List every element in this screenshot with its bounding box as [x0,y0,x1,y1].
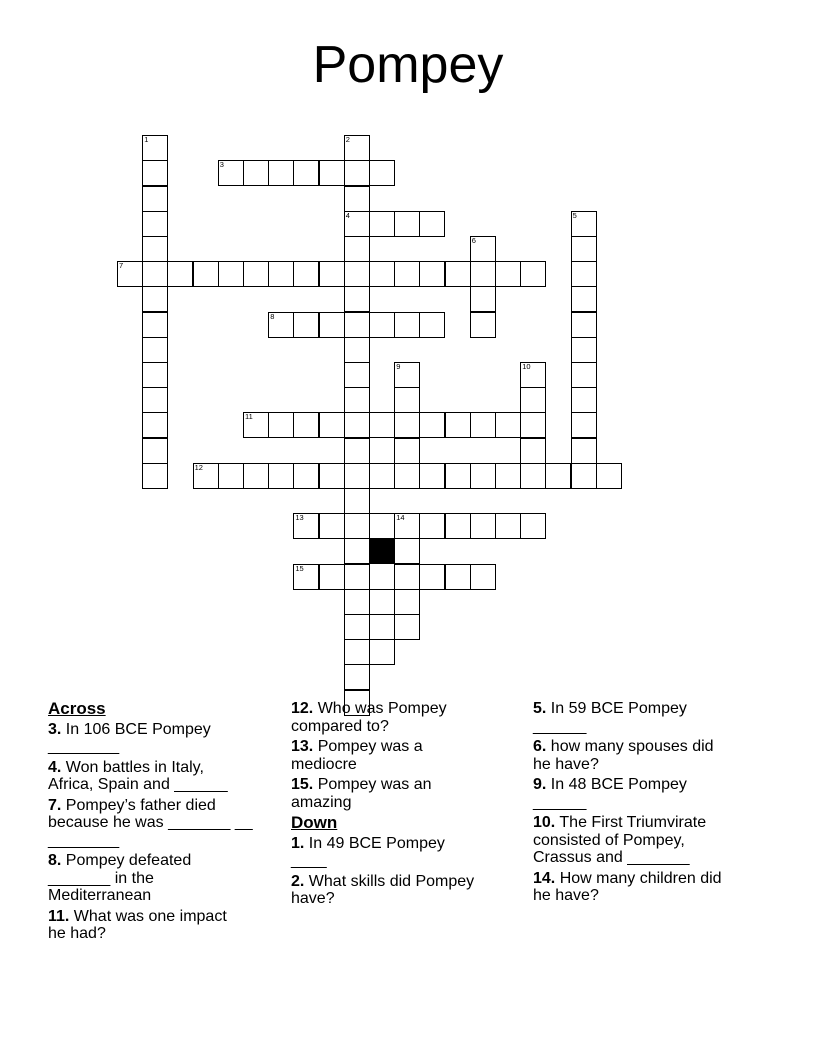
clue-item [48,908,273,943]
crossword-cell[interactable] [243,160,269,186]
crossword-cell[interactable] [470,261,496,287]
across-heading: Across [48,699,106,718]
crossword-cell[interactable] [394,513,420,539]
crossword-cell[interactable] [394,412,420,438]
clue-number: 12 [194,462,203,472]
clue-number: 13 [295,513,304,523]
crossword-cell[interactable] [369,463,395,489]
crossword-cell[interactable] [495,261,521,287]
clue-text: In 48 BCE Pompey ______ [533,776,687,811]
crossword-cell[interactable] [394,538,420,564]
crossword-cell[interactable] [319,564,345,590]
crossword-cell[interactable] [419,211,445,237]
clue-text: Who was Pompey compared to? [291,700,447,735]
crossword-cell[interactable] [142,337,168,363]
crossword-cell[interactable] [167,261,193,287]
crossword-cell[interactable] [571,362,597,388]
crossword-cell[interactable] [419,564,445,590]
clue-number-label: 5. [533,700,547,717]
clue-number: 10 [522,362,531,371]
crossword-cell[interactable] [520,362,546,388]
crossword-cell[interactable] [344,639,370,665]
clue-number: 11 [245,412,253,422]
crossword-cell[interactable] [218,463,244,489]
crossword-cell[interactable] [243,463,269,489]
crossword-cell[interactable] [571,211,597,237]
crossword-cell[interactable] [369,412,395,438]
crossword-cell[interactable] [243,412,269,438]
crossword-cell[interactable] [394,261,420,287]
crossword-cell[interactable] [142,412,168,438]
crossword-cell[interactable] [419,312,445,338]
clue-number: 8 [270,311,275,321]
crossword-cell[interactable] [142,312,168,338]
clue-item [291,738,516,773]
crossword-cell[interactable] [344,312,370,338]
crossword-cell[interactable] [520,412,546,438]
clue-number: 6 [471,236,476,245]
crossword-cell[interactable] [495,463,521,489]
clues-column-2 [291,700,516,911]
clue-text: Pompey was an amazing [291,776,432,811]
clue-item [533,870,758,905]
puzzle-title: Pompey [312,36,504,94]
crossword-cell[interactable] [344,160,370,186]
crossword-cell[interactable] [243,261,269,287]
clue-number-label: 4. [48,758,62,776]
crossword-cell[interactable] [571,312,597,338]
crossword-cell[interactable] [369,589,395,615]
crossword-cell[interactable] [419,513,445,539]
clue-number: 3 [219,160,224,170]
clue-number: 7 [119,261,124,271]
crossword-cell[interactable] [293,564,319,590]
crossword-cell[interactable] [394,211,420,237]
clue-item [533,814,758,867]
clue-number-label: 2. [291,872,305,890]
crossword-cell[interactable] [520,513,546,539]
clue-item [48,852,273,905]
clue-number: 1 [144,135,149,145]
crossword-cell[interactable] [571,337,597,363]
crossword-cell[interactable] [344,412,370,438]
clue-text: Pompey defeated _______ in the Mediterranean [48,852,192,904]
crossword-cell[interactable] [445,513,471,539]
crossword-cell[interactable] [470,236,496,262]
crossword-cell[interactable] [344,135,370,161]
crossword-cell[interactable] [142,463,168,489]
crossword-cell[interactable] [193,463,219,489]
crossword-cell[interactable] [369,160,395,186]
crossword-cell[interactable] [520,463,546,489]
crossword-cell[interactable] [142,387,168,413]
clue-number-label: 14. [533,869,556,887]
crossword-cell[interactable] [344,261,370,287]
across-clue-list-continued [291,700,516,811]
crossword-cell[interactable] [520,438,546,464]
crossword-cell[interactable] [394,387,420,413]
crossword-cell[interactable] [142,261,168,287]
clue-item [291,700,516,735]
crossword-cell[interactable] [319,261,345,287]
crossword-cell[interactable] [344,463,370,489]
crossword-cell[interactable] [369,614,395,640]
clue-text: How many children did he have? [533,869,722,904]
clue-item [291,873,516,908]
clue-text: In 49 BCE Pompey ____ [291,834,445,869]
clue-number-label: 3. [48,720,62,738]
crossword-cell[interactable] [419,412,445,438]
clue-item [291,776,516,811]
down-clue-list-continued [533,700,758,905]
crossword-cell[interactable] [117,261,143,287]
crossword-cell[interactable] [268,312,294,338]
crossword-cell[interactable] [419,261,445,287]
crossword-cell[interactable] [319,513,345,539]
crossword-cell[interactable] [571,438,597,464]
crossword-cell[interactable] [344,236,370,262]
crossword-cell[interactable] [344,186,370,212]
black-square [369,538,395,564]
crossword-cell[interactable] [142,186,168,212]
crossword-cell[interactable] [470,513,496,539]
clue-text: how many spouses did he have? [533,738,714,773]
crossword-cell[interactable] [545,463,571,489]
crossword-cell[interactable] [268,412,294,438]
crossword-cell[interactable] [369,261,395,287]
crossword-cell[interactable] [470,463,496,489]
crossword-cell[interactable] [394,463,420,489]
clue-item [48,759,273,794]
crossword-cell[interactable] [344,538,370,564]
clue-text: In 59 BCE Pompey ______ [533,700,687,735]
crossword-cell[interactable] [319,312,345,338]
crossword-cell[interactable] [571,236,597,262]
crossword-cell[interactable] [319,160,345,186]
crossword-cell[interactable] [344,286,370,312]
down-heading: Down [291,813,338,832]
crossword-cell[interactable] [495,513,521,539]
crossword-cell[interactable] [596,463,622,489]
crossword-cell[interactable] [293,463,319,489]
crossword-cell[interactable] [268,261,294,287]
crossword-cell[interactable] [445,463,471,489]
crossword-cell[interactable] [142,438,168,464]
crossword-cell[interactable] [142,135,168,161]
crossword-cell[interactable] [142,236,168,262]
clue-text: In 106 BCE Pompey ________ [48,720,211,755]
crossword-cell[interactable] [470,286,496,312]
clue-number-label: 10. [533,814,556,831]
clue-number: 15 [295,563,304,573]
clue-text: What was one impact he had? [48,907,227,942]
crossword-cell[interactable] [520,387,546,413]
clue-item [291,835,516,870]
crossword-cell[interactable] [470,564,496,590]
crossword-cell[interactable] [394,312,420,338]
crossword-cell[interactable] [344,564,370,590]
crossword-cell[interactable] [571,463,597,489]
down-clue-list [291,835,516,908]
clue-item [48,797,273,850]
crossword-cell[interactable] [571,286,597,312]
crossword-cell[interactable] [445,564,471,590]
crossword-cell[interactable] [445,261,471,287]
clues-column-3 [533,700,758,908]
crossword-cell[interactable] [344,589,370,615]
crossword-cell[interactable] [142,286,168,312]
crossword-cell[interactable] [344,438,370,464]
crossword-cell[interactable] [142,362,168,388]
crossword-cell[interactable] [293,261,319,287]
clue-number-label: 1. [291,834,305,852]
crossword-cell[interactable] [344,488,370,514]
crossword-cell[interactable] [344,362,370,388]
clue-number-label: 12. [291,700,314,717]
crossword-cell[interactable] [268,463,294,489]
clue-number-label: 13. [291,738,314,755]
crossword-cell[interactable] [293,412,319,438]
clue-item [533,738,758,773]
crossword-cell[interactable] [369,312,395,338]
crossword-cell[interactable] [419,463,445,489]
across-clue-list [48,721,273,943]
clue-number: 9 [396,362,401,371]
crossword-cell[interactable] [193,261,219,287]
crossword-cell[interactable] [344,614,370,640]
clue-item [48,721,273,756]
crossword-cell[interactable] [293,312,319,338]
clue-item [533,776,758,811]
crossword-cell[interactable] [394,564,420,590]
crossword-cell[interactable] [142,160,168,186]
crossword-cell[interactable] [520,261,546,287]
clue-text: What skills did Pompey have? [291,872,475,907]
crossword-cell[interactable] [394,438,420,464]
clue-number-label: 7. [48,796,62,814]
clue-number: 2 [345,135,350,145]
clue-number-label: 15. [291,776,314,793]
crossword-cell[interactable] [571,412,597,438]
clue-text: Won battles in Italy, Africa, Spain and ______ [48,758,228,793]
clue-item [533,700,758,735]
clue-number-label: 11. [48,907,70,925]
clue-number: 14 [396,513,405,523]
crossword-cell[interactable] [470,312,496,338]
crossword-cell[interactable] [344,664,370,690]
crossword-cell[interactable] [394,614,420,640]
crossword-cell[interactable] [319,463,345,489]
crossword-cell[interactable] [394,362,420,388]
crossword-cell[interactable] [445,412,471,438]
crossword-cell[interactable] [218,160,244,186]
crossword-cell[interactable] [571,387,597,413]
crossword-cell[interactable] [495,412,521,438]
clue-text: The First Triumvirate consisted of Pompey, Crassus and _______ [533,814,707,866]
clue-number: 4 [345,210,350,220]
crossword-cell[interactable] [344,387,370,413]
crossword-cell[interactable] [369,639,395,665]
clue-text: Pompey was a mediocre [291,738,423,773]
crossword-cell[interactable] [293,160,319,186]
crossword-cell[interactable] [470,412,496,438]
crossword-cell[interactable] [344,513,370,539]
crossword-cell[interactable] [344,211,370,237]
crossword-cell[interactable] [142,211,168,237]
crossword-cell[interactable] [394,589,420,615]
crossword-cell[interactable] [293,513,319,539]
crossword-cell[interactable] [571,261,597,287]
crossword-cell[interactable] [218,261,244,287]
clue-number-label: 8. [48,852,62,869]
crossword-cell[interactable] [344,337,370,363]
clue-number: 5 [572,210,577,220]
clue-number-label: 6. [533,738,547,755]
crossword-cell[interactable] [268,160,294,186]
crossword-cell[interactable] [369,211,395,237]
clue-number-label: 9. [533,776,547,793]
clues-column-1 [48,700,273,946]
crossword-cell[interactable] [369,513,395,539]
clue-text: Pompey’s father died because he was _______ __ ________ [48,796,253,849]
crossword-cell[interactable] [319,412,345,438]
